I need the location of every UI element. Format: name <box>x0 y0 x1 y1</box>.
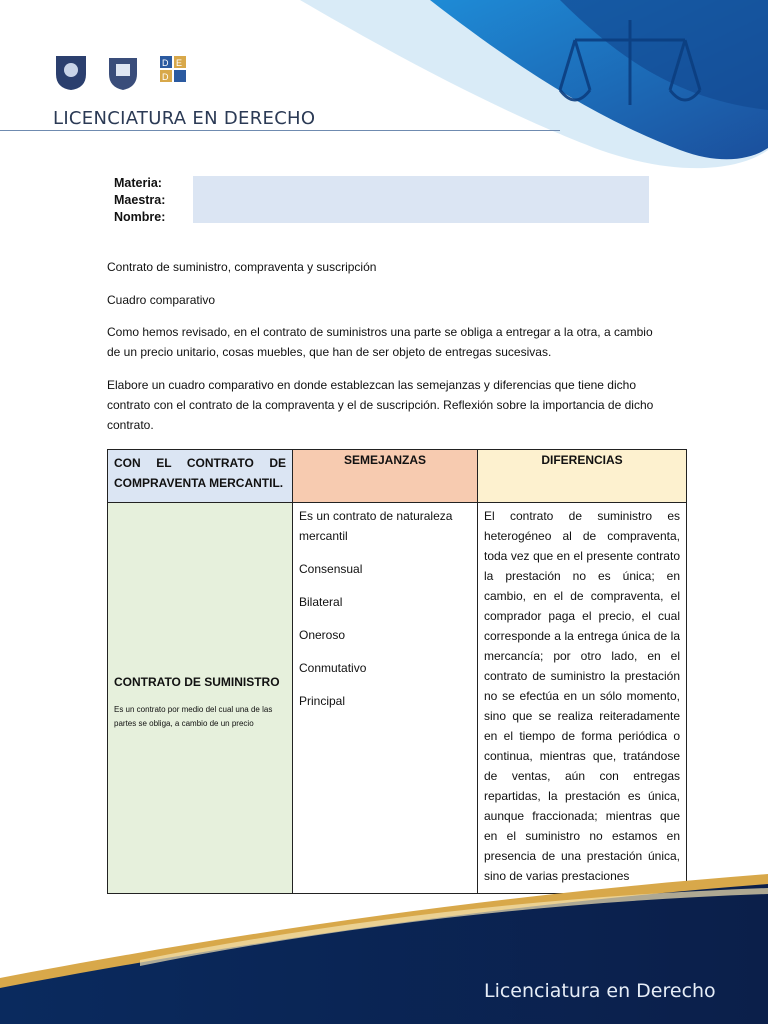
institution-logos <box>52 52 194 92</box>
header-compraventa: CON EL CONTRATO DE COMPRAVENTA MERCANTIL. <box>108 450 293 503</box>
table-header-row <box>108 450 687 503</box>
meta-labels <box>114 175 165 226</box>
diferencias-cell <box>478 503 687 894</box>
materia-label: Materia: <box>114 176 162 190</box>
instructions-paragraph: Elabore un cuadro comparativo en donde establezcan las semejanzas y diferencias que tiene dicho contrato con el contrato de la compraventa y el de suscripción. Reflexión sobre la importancia de dicho contrato. <box>107 378 654 432</box>
faculty-shield-logo <box>104 52 142 92</box>
title-divider <box>0 130 560 131</box>
diferencias-text: El contrato de suministro es heterogéneo al de compraventa, toda vez que en el presente contrato la prestación no es única; en cambio, en el de compraventa, el comprador paga el precio, el cual corresponde a la entrega única de la mercancía; por otro lado, en el contrato de suministro la prestación no se efectúa en un sólo momento, sino que se realiza reiteradamente en el tiempo de forma periódica o continua, mientras que, tratándose de ventas, aún con entregas repartidas, la prestación es única, aunque fraccionada; mientras que en el suministro no estamos en presencia de una prestación única, sino de varias prestaciones <box>484 509 680 883</box>
list-item: Oneroso <box>299 628 346 642</box>
semejanzas-cell <box>293 503 478 894</box>
header-semejanzas: SEMEJANZAS <box>293 450 478 503</box>
list-item: Conmutativo <box>299 661 367 675</box>
nombre-label: Nombre: <box>114 210 166 224</box>
header-diferencias: DIFERENCIAS <box>478 450 687 503</box>
meta-input-box[interactable] <box>193 176 649 223</box>
intro-paragraph: Como hemos revisado, en el contrato de suministros una parte se obliga a entregar a la otra, a cambio de un precio unitario, cosas muebles, que han de ser objeto de entregas sucesivas. <box>107 325 653 359</box>
assignment-title: Contrato de suministro, compraventa y suscripción <box>107 260 377 274</box>
svg-text:D: D <box>162 72 169 82</box>
list-item: Es un contrato de naturaleza mercantil <box>299 509 453 543</box>
svg-text:E: E <box>176 58 183 68</box>
list-item: Consensual <box>299 562 363 576</box>
footer-program-title: Licenciatura en Derecho <box>484 980 716 1002</box>
ded-logo <box>156 52 194 92</box>
suministro-cell <box>108 503 293 894</box>
assignment-subtitle: Cuadro comparativo <box>107 293 216 307</box>
semejanzas-list <box>299 506 471 711</box>
comparison-table <box>107 449 687 894</box>
header-banner <box>0 0 768 200</box>
svg-text:D: D <box>162 58 169 68</box>
program-title: LICENCIATURA EN DERECHO <box>53 108 316 129</box>
suministro-title: CONTRATO DE SUMINISTRO <box>114 675 280 689</box>
unam-shield-logo <box>52 52 90 92</box>
suministro-description: Es un contrato por medio del cual una de las partes se obliga, a cambio de un precio <box>114 705 273 728</box>
list-item: Bilateral <box>299 595 343 609</box>
maestra-label: Maestra: <box>114 193 166 207</box>
table-row <box>108 503 687 894</box>
list-item: Principal <box>299 694 346 708</box>
